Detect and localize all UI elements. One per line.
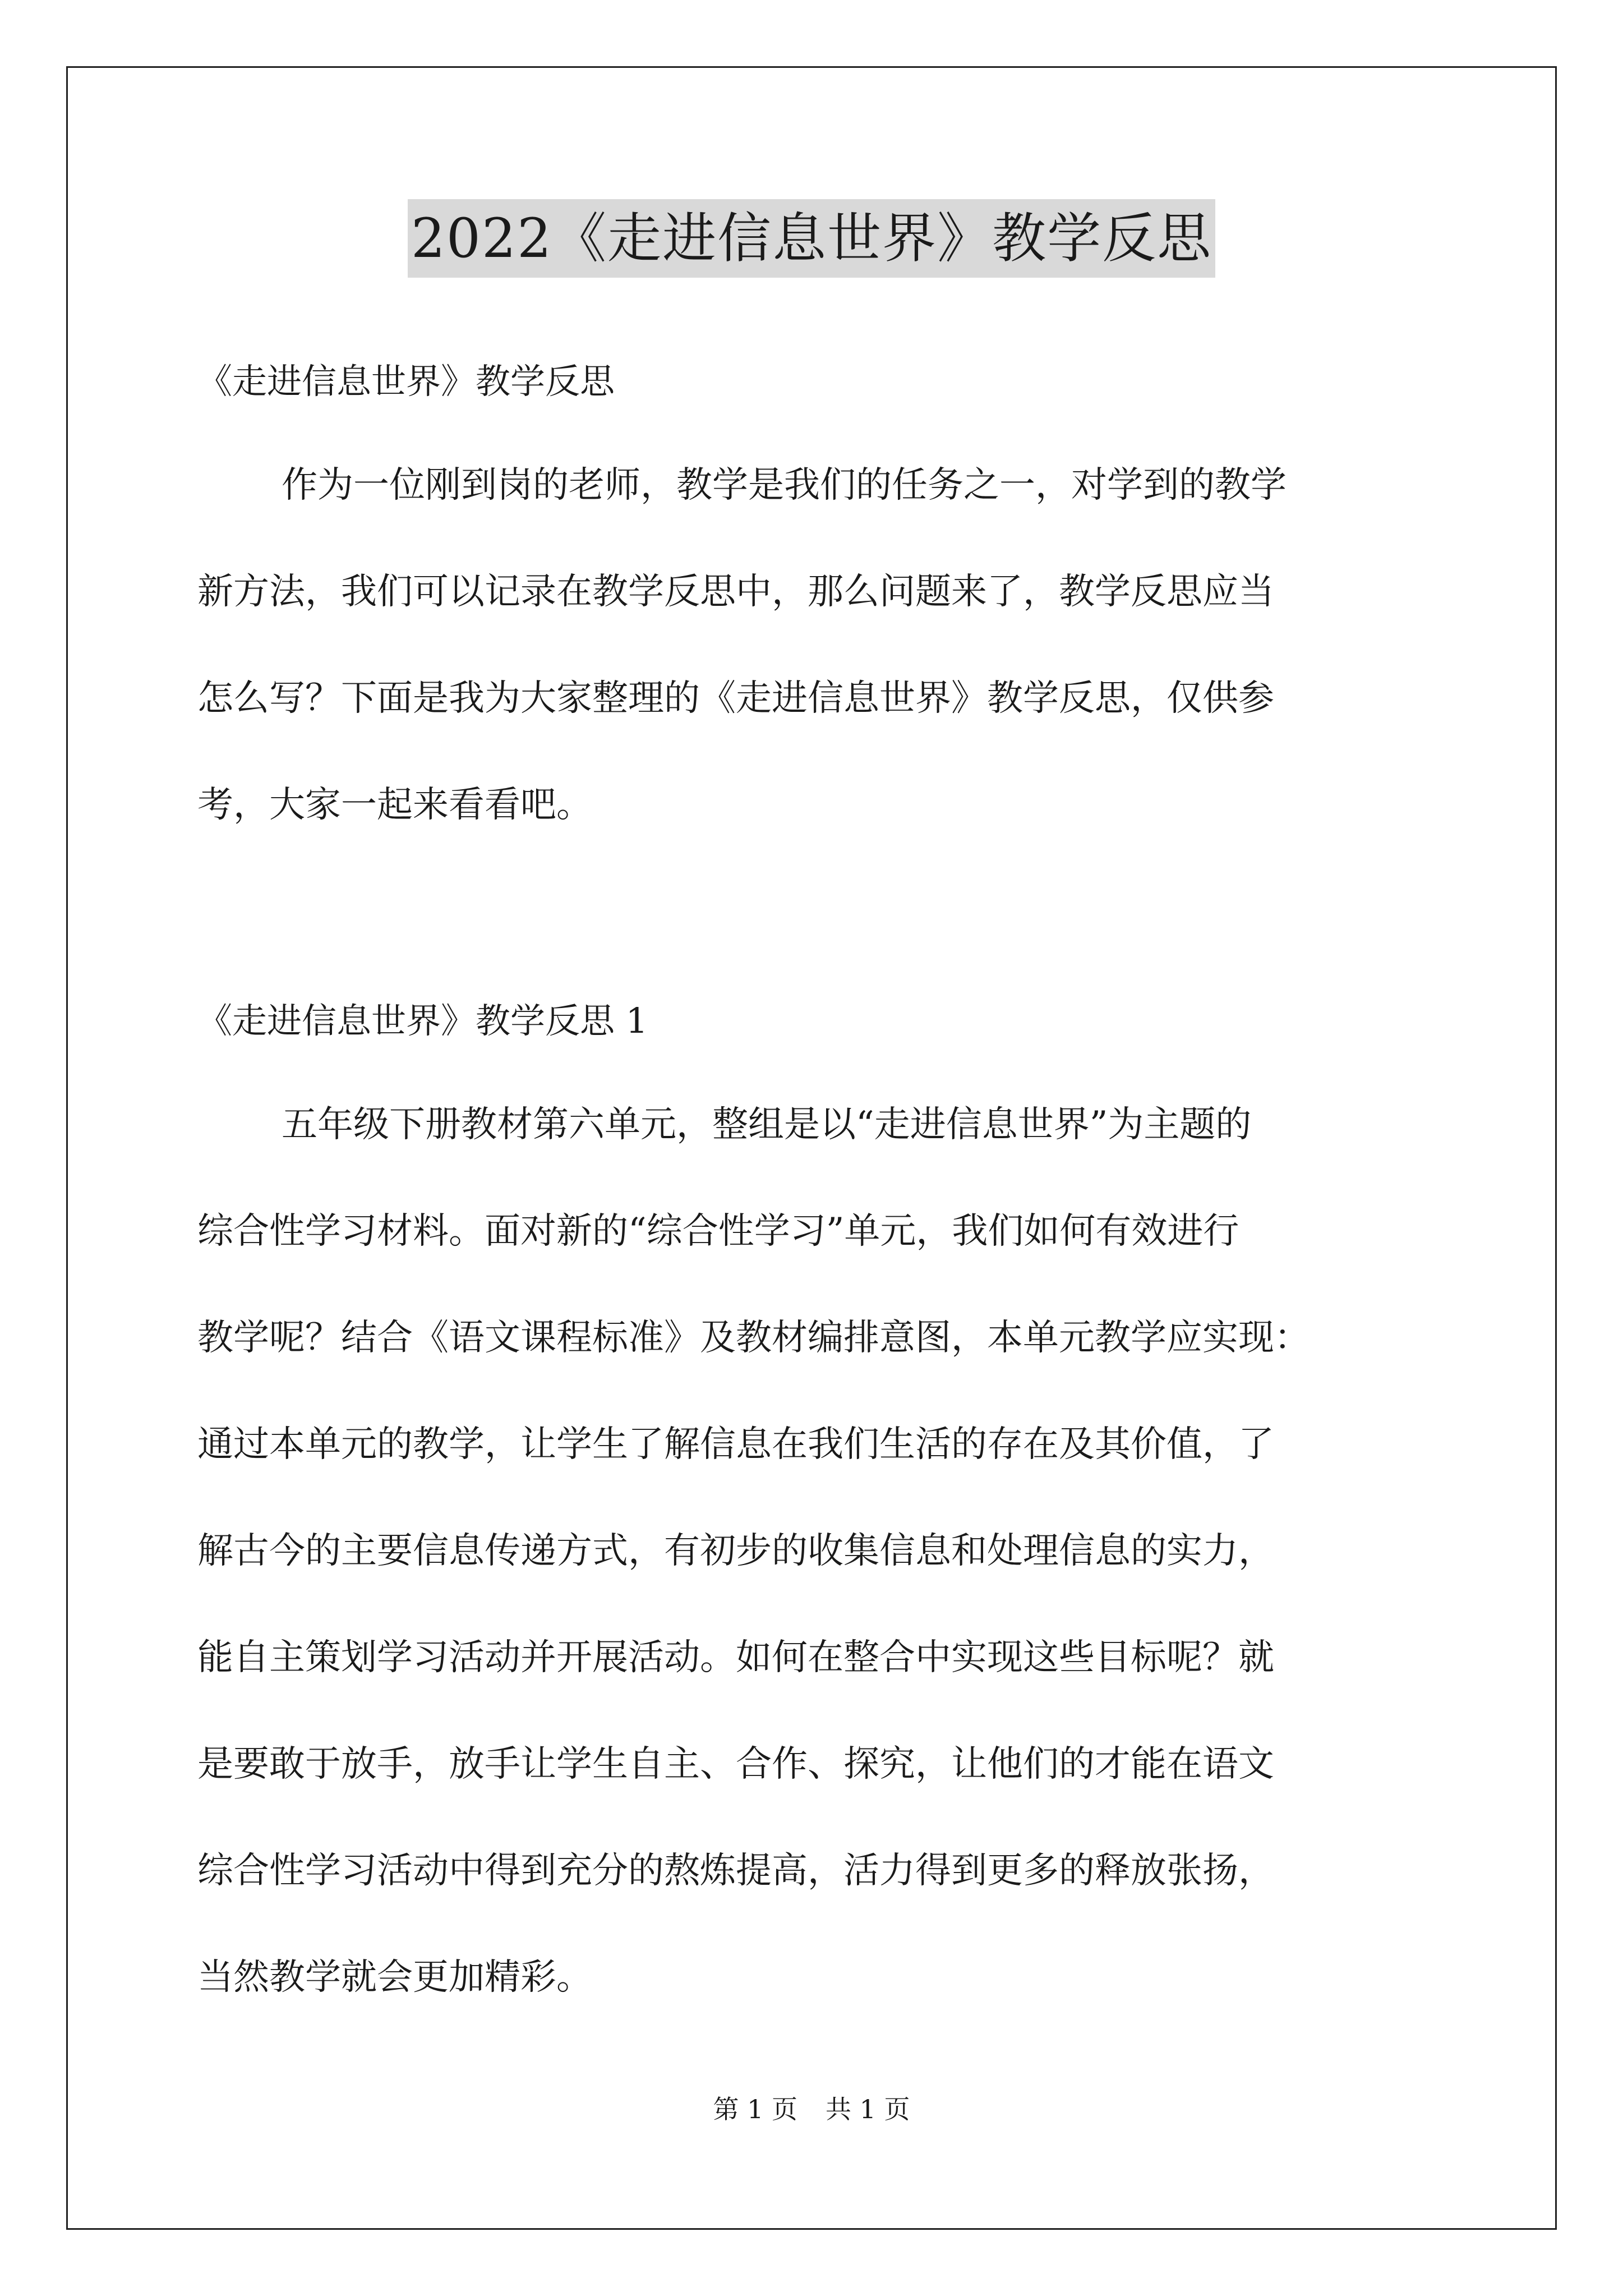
subheading-1: 《走进信息世界》教学反思 1	[197, 1000, 648, 1041]
document-title: 2022《走进信息世界》教学反思	[408, 199, 1215, 278]
paragraph-line: 通过本单元的教学，让学生了解信息在我们生活的存在及其价值，了	[197, 1424, 1274, 1465]
paragraph-line: 教学呢？结合《语文课程标准》及教材编排意图，本单元教学应实现：	[197, 1317, 1310, 1359]
paragraph-line: 作为一位刚到岗的老师，教学是我们的任务之一，对学到的教学	[282, 464, 1287, 506]
paragraph-line: 考，大家一起来看看吧。	[197, 784, 592, 826]
paragraph-line: 综合性学习材料。面对新的“综合性学习”单元，我们如何有效进行	[197, 1211, 1239, 1252]
paragraph-line: 是要敢于放手，放手让学生自主、合作、探究，让他们的才能在语文	[197, 1743, 1274, 1785]
paragraph-line: 新方法，我们可以记录在教学反思中，那么问题来了，教学反思应当	[197, 571, 1274, 613]
body-paragraph	[197, 1099, 1431, 2059]
page-footer	[0, 2092, 1623, 2126]
page-number-total: 共 1 页	[826, 2094, 910, 2124]
paragraph-line: 当然教学就会更加精彩。	[197, 1957, 592, 1998]
title-container	[0, 199, 1623, 278]
paragraph-line: 解古今的主要信息传递方式，有初步的收集信息和处理信息的实力，	[197, 1530, 1274, 1572]
page-number-current: 第 1 页	[713, 2094, 797, 2124]
section-heading: 《走进信息世界》教学反思	[197, 361, 615, 402]
paragraph-line: 综合性学习活动中得到充分的熬炼提高，活力得到更多的释放张扬，	[197, 1850, 1274, 1892]
paragraph-line: 怎么写？下面是我为大家整理的《走进信息世界》教学反思，仅供参	[197, 678, 1274, 719]
paragraph-line: 能自主策划学习活动并开展活动。如何在整合中实现这些目标呢？就	[197, 1637, 1274, 1678]
paragraph-line: 五年级下册教材第六单元，整组是以“走进信息世界”为主题的	[282, 1104, 1252, 1145]
intro-paragraph	[197, 460, 1431, 886]
